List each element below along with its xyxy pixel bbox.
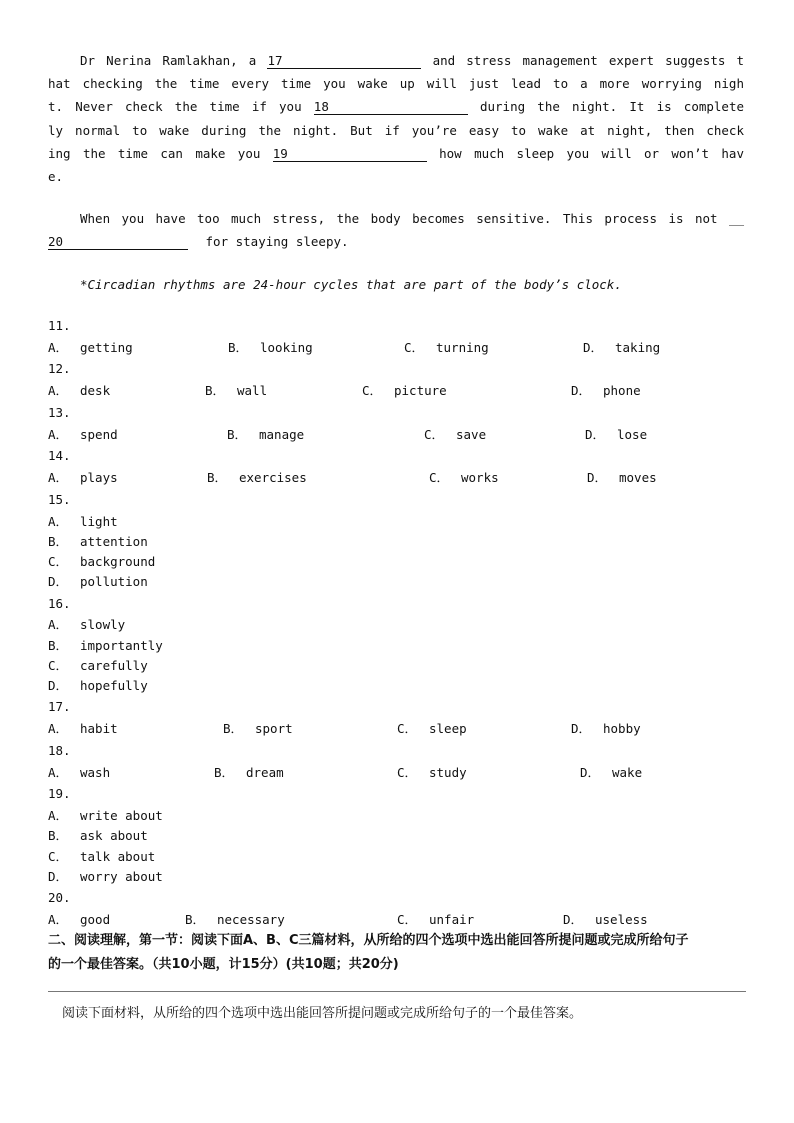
option-c: C． turning [404,340,489,355]
option-c: C． works [429,470,499,485]
question-number: 18. [48,743,71,758]
passage-text: how much sleep you will or won’t hav [439,146,744,161]
option-b: B． necessary [185,912,285,927]
question-number: 17. [48,699,71,714]
passage-line [80,53,744,69]
passage-text: t. Never check the time if you [48,99,302,114]
option-d: D． hopefully [48,678,148,693]
option-d: D． phone [571,383,641,398]
option-a: A． spend [48,427,118,442]
blank-19: 19 [273,147,427,162]
option-c: C． picture [362,383,447,398]
option-b: B． sport [223,721,293,736]
passage-line [48,99,744,115]
option-a: A． write about [48,808,163,823]
passage-line: ly normal to wake during the night. But if you’re easy to wake at night, then check [48,123,744,138]
option-d: D． lose [585,427,648,442]
passage-text: ing the time can make you [48,146,261,161]
option-a: A． plays [48,470,118,485]
reading-instruction: 阅读下面材料，从所给的四个选项中选出能回答所提问题或完成所给句子的一个最佳答案。 [62,1006,583,1021]
option-a: A． getting [48,340,133,355]
question-number: 20. [48,890,71,905]
question-number: 16. [48,596,71,611]
option-c: C． save [424,427,487,442]
question-number: 13. [48,405,71,420]
passage-line [48,146,744,162]
passage-text: for staying sleepy. [205,234,349,249]
section-heading [48,929,748,977]
section-heading-line: 的一个最佳答案。（共10小题，计15分）(共10题；共20分) [48,957,399,972]
question-number: 11. [48,318,71,333]
option-d: D． hobby [571,721,641,736]
option-a: A． good [48,912,111,927]
option-b: B． dream [214,765,284,780]
option-d: D． wake [580,765,643,780]
section-heading-line: 二、阅读理解，第一节：阅读下面A、B、C三篇材料，从所给的四个选项中选出能回答所提问题或完成所给句子 [48,933,689,948]
option-d: D． worry about [48,869,163,884]
divider [48,991,746,992]
option-c: C． sleep [397,721,467,736]
option-d: D． moves [587,470,657,485]
option-a: A． wash [48,765,111,780]
question-number: 14. [48,448,71,463]
passage-text: and stress management expert suggests t [432,53,745,68]
option-c: C． carefully [48,658,148,673]
option-b: B． manage [227,427,305,442]
option-a: A． habit [48,721,118,736]
passage-line [80,211,744,227]
option-b: B． attention [48,534,148,549]
option-d: D． useless [563,912,648,927]
blank-20: 20 [48,235,188,250]
passage-text: __ [728,211,745,226]
blank-18: 18 [314,100,468,115]
option-d: D． taking [583,340,661,355]
passage-text: Dr Nerina Ramlakhan, a [80,53,257,68]
passage-text: When you have too much stress, the body becomes sensitive. This process is not [80,211,718,226]
option-c: C． background [48,554,156,569]
footnote: *Circadian rhythms are 24-hour cycles that are part of the body’s clock. [80,277,622,292]
passage-line: hat checking the time every time you wake up will just lead to a more worrying nigh [48,76,744,91]
question-number: 15. [48,492,71,507]
question-number: 19. [48,786,71,801]
blank-17: 17 [267,54,421,69]
option-a: A． light [48,514,118,529]
option-c: C． talk about [48,849,156,864]
option-a: A． slowly [48,617,126,632]
passage-text: during the night. It is complete [479,99,744,114]
passage-line [48,234,744,250]
option-c: C． unfair [397,912,475,927]
option-b: B． importantly [48,638,163,653]
option-b: B． ask about [48,828,148,843]
option-b: B． wall [205,383,268,398]
option-c: C． study [397,765,467,780]
option-d: D． pollution [48,574,148,589]
option-b: B． exercises [207,470,307,485]
question-number: 12. [48,361,71,376]
option-b: B． looking [228,340,313,355]
passage-line: e. [48,169,64,184]
option-a: A． desk [48,383,111,398]
